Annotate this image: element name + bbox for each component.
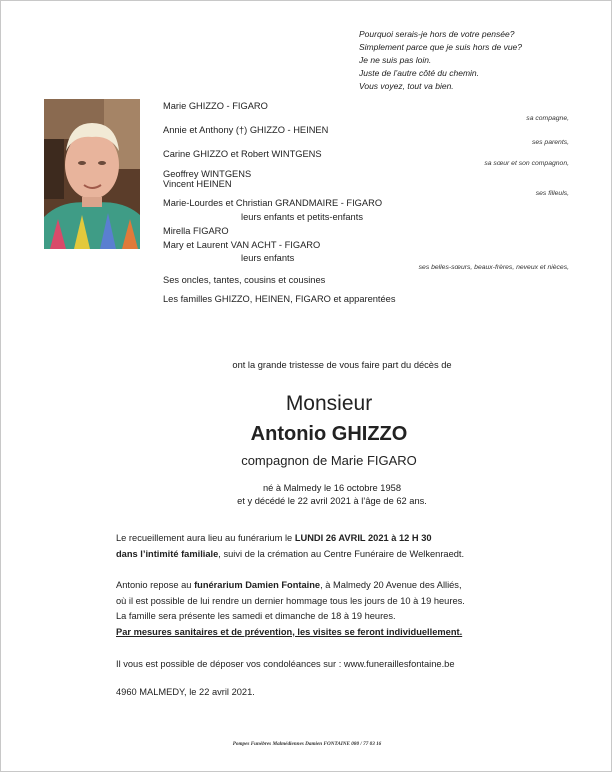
companion-line: compagnon de Marie FIGARO	[241, 453, 417, 468]
relation-label: ses filleuls,	[535, 190, 569, 197]
footer-funeral-home: Pompes Funèbres Malmédiennes Damien FONTAINE 080 / 77 03 16	[232, 741, 382, 747]
family-member: Mary et Laurent VAN ACHT - FIGARO	[163, 240, 321, 250]
poem-line: Pourquoi serais-je hors de votre pensée?	[359, 29, 515, 39]
portrait-illustration	[44, 99, 140, 249]
visitation-text: Antonio repose au	[116, 580, 195, 590]
family-member: Marie GHIZZO - FIGARO	[163, 101, 268, 111]
family-member: Geoffrey WINTGENS	[163, 169, 252, 179]
place-date-line: 4960 MALMEDY, le 22 avril 2021.	[116, 687, 255, 697]
place-date	[116, 685, 586, 701]
condolences-line: Il vous est possible de déposer vos condoléances sur : www.funeraillesfontaine.be	[116, 659, 455, 669]
family-member: Marie-Lourdes et Christian GRANDMAIRE - FIGARO	[163, 198, 383, 208]
family-member: Vincent HEINEN	[163, 179, 232, 189]
poem-line: Vous voyez, tout va bien.	[359, 81, 454, 91]
relation-label: ses parents,	[531, 139, 569, 146]
deceased-photo	[44, 99, 140, 249]
ceremony-text: , suivi de la crémation au Centre Funéraire de Welkenraedt.	[218, 548, 465, 559]
announcement: ont la grande tristesse de vous faire part du décès de	[232, 360, 452, 370]
poem-line: Juste de l’autre côté du chemin.	[359, 68, 480, 78]
honorific: Monsieur	[285, 392, 373, 415]
family-list	[163, 101, 569, 304]
ceremony-line	[116, 531, 586, 547]
ceremony-text: Le recueillement aura lieu au funérarium le	[116, 533, 295, 543]
condolences-paragraph	[116, 657, 586, 673]
family-member: leurs enfants et petits-enfants	[241, 212, 363, 222]
visitation-text: , à Malmedy 20 Avenue des Alliés,	[320, 580, 462, 590]
family-member: Carine GHIZZO et Robert WINTGENS	[163, 149, 322, 159]
ceremony-private: dans l’intimité familiale	[116, 548, 219, 559]
ceremony-line	[116, 547, 586, 563]
family-member: leurs enfants	[241, 253, 295, 263]
visitation-line	[116, 578, 586, 594]
family-member: Annie et Anthony (†) GHIZZO - HEINEN	[163, 125, 329, 135]
poem-line: Simplement parce que je suis hors de vue?	[359, 42, 523, 52]
deceased-name: Antonio GHIZZO	[250, 423, 408, 445]
visitation-line: La famille sera présente les samedi et dimanche de 18 à 19 heures.	[116, 611, 396, 621]
poem-line: Je ne suis pas loin.	[359, 55, 432, 65]
family-member: Mirella FIGARO	[163, 226, 229, 236]
relation-label: ses belles-sœurs, beaux-frères, neveux et nièces,	[418, 264, 569, 271]
funeral-home: funérarium Damien Fontaine	[194, 580, 321, 590]
poem	[359, 28, 599, 93]
birth-line: né à Malmedy le 16 octobre 1958	[263, 483, 401, 493]
family-member: Les familles GHIZZO, HEINEN, FIGARO et apparentées	[163, 294, 396, 304]
sanitary-notice: Par mesures sanitaires et de prévention, les visites se feront individuellement.	[116, 626, 463, 637]
death-line: et y décédé le 22 avril 2021 à l’âge de 62 ans.	[237, 496, 427, 506]
ceremony-paragraph	[116, 531, 586, 562]
relation-label: sa sœur et son compagnon,	[484, 160, 569, 167]
visitation-line: où il est possible de lui rendre un dernier hommage tous les jours de 10 à 19 heures.	[116, 595, 465, 606]
birth-death-info	[1, 482, 613, 508]
family-member: Ses oncles, tantes, cousins et cousines	[163, 275, 326, 285]
ceremony-date: LUNDI 26 AVRIL 2021 à 12 H 30	[294, 533, 432, 543]
relation-label: sa compagne,	[526, 115, 569, 122]
visitation-paragraph	[116, 578, 586, 640]
